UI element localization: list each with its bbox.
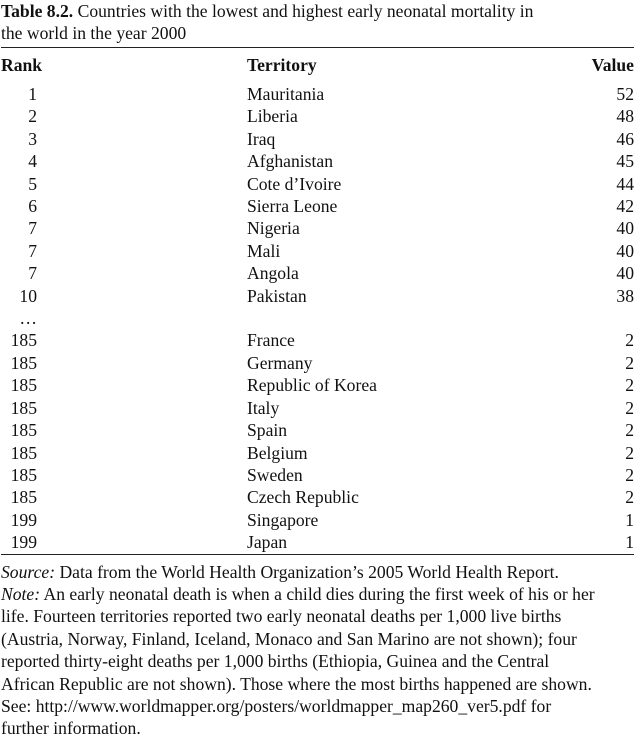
territory-cell: France: [247, 330, 295, 351]
rank-cell: [1, 509, 247, 531]
territory-cell: Sweden: [247, 464, 303, 485]
table-row: [1, 195, 634, 217]
rank-cell: [1, 397, 247, 419]
rank-text: 185: [10, 352, 37, 373]
rank-cell: [1, 150, 247, 172]
rank-text: 185: [10, 487, 37, 508]
value-cell: 2: [625, 375, 634, 396]
rank-text: 185: [10, 464, 37, 485]
note-line-3: (Austria, Norway, Finland, Iceland, Monaco and San Marino are not shown); four: [1, 628, 577, 649]
value-cell: 40: [616, 263, 634, 284]
value-cell: 2: [625, 397, 634, 418]
rank-cell: [1, 464, 247, 486]
source-text: Data from the World Health Organization’s 2005 World Health Report.: [55, 561, 559, 582]
note-label: Note:: [1, 583, 41, 604]
table-caption: [1, 0, 634, 44]
header-row: [1, 48, 634, 83]
value-cell: 2: [625, 464, 634, 485]
table-row: [1, 105, 634, 127]
rank-text: 2: [28, 106, 37, 127]
rank-cell: [1, 329, 247, 351]
rank-cell: [1, 217, 247, 239]
table-row: [1, 352, 634, 374]
value-cell: 52: [616, 84, 634, 104]
table-row: [1, 329, 634, 351]
table-row: [1, 150, 634, 172]
value-cell: 2: [625, 442, 634, 463]
territory-cell: Sierra Leone: [247, 196, 338, 217]
caption-line-1: Countries with the lowest and highest early neonatal mortality in: [73, 1, 534, 21]
territory-header: Territory: [247, 55, 317, 75]
value-cell: 2: [625, 352, 634, 373]
table-row: [1, 285, 634, 307]
rank-text: 5: [28, 173, 37, 194]
territory-cell: Cote d’Ivoire: [247, 173, 342, 194]
territory-cell: Italy: [247, 397, 280, 418]
table-row: [1, 217, 634, 239]
table-row: [1, 486, 634, 508]
rank-text: 199: [10, 532, 37, 553]
rank-cell: [1, 486, 247, 508]
territory-cell: Iraq: [247, 128, 276, 149]
note-text: [1, 583, 634, 740]
value-cell: 2: [625, 487, 634, 508]
note-line-7: further information.: [1, 718, 141, 739]
table-row: [1, 531, 634, 553]
source-note: [1, 561, 634, 583]
rank-text: 185: [10, 330, 37, 351]
source-label: Source:: [1, 561, 56, 582]
rank-text: …: [19, 308, 37, 329]
value-cell: 42: [616, 196, 634, 217]
value-cell: 1: [625, 532, 634, 553]
rank-text: 1: [28, 84, 37, 104]
territory-cell: Belgium: [247, 442, 308, 463]
rank-text: 185: [10, 420, 37, 441]
rank-text: 7: [28, 218, 37, 239]
rank-cell: [1, 105, 247, 127]
table-row: [1, 442, 634, 464]
territory-cell: Mauritania: [247, 84, 325, 104]
territory-cell: Mali: [247, 240, 281, 261]
table-row: [1, 374, 634, 396]
rank-header: Rank: [1, 55, 43, 75]
territory-cell: Czech Republic: [247, 487, 359, 508]
territory-cell: Germany: [247, 352, 313, 373]
value-cell: [497, 307, 634, 329]
rank-text: 6: [28, 196, 37, 217]
table-row: [1, 128, 634, 150]
table-notes: [1, 555, 634, 740]
territory-cell: Republic of Korea: [247, 375, 377, 396]
table-row: [1, 419, 634, 441]
table-row: [1, 397, 634, 419]
value-cell: 2: [625, 330, 634, 351]
value-cell: 1: [625, 509, 634, 530]
caption-line-2: the world in the year 2000: [1, 23, 187, 43]
value-cell: 46: [616, 128, 634, 149]
rank-text: 199: [10, 509, 37, 530]
table-row: [1, 509, 634, 531]
rank-cell: [1, 442, 247, 464]
value-cell: 48: [616, 106, 634, 127]
value-cell: 40: [616, 240, 634, 261]
table-row: [1, 173, 634, 195]
territory-cell: Singapore: [247, 509, 319, 530]
territory-cell: Liberia: [247, 106, 298, 127]
value-cell: 38: [616, 285, 634, 306]
rank-cell: [1, 307, 247, 329]
value-cell: 45: [616, 151, 634, 172]
table-header: [1, 48, 634, 83]
rank-text: 4: [28, 151, 37, 172]
rank-text: 10: [19, 285, 37, 306]
rank-text: 7: [28, 263, 37, 284]
table-row: [1, 83, 634, 105]
caption-label: Table 8.2.: [1, 1, 74, 21]
table-body: [1, 83, 634, 554]
rank-cell: [1, 262, 247, 284]
note-line-4: reported thirty-eight deaths per 1,000 births (Ethiopia, Guinea and the Central: [1, 651, 550, 672]
rank-cell: [1, 173, 247, 195]
rank-cell: [1, 352, 247, 374]
value-cell: 44: [616, 173, 634, 194]
rank-cell: [1, 128, 247, 150]
table-row: [1, 464, 634, 486]
table-row: [1, 307, 634, 329]
rank-text: 185: [10, 397, 37, 418]
rank-cell: [1, 83, 247, 105]
note-line-1: An early neonatal death is when a child dies during the first week of his or her: [40, 583, 595, 604]
note-line-2: life. Fourteen territories reported two early neonatal deaths per 1,000 live births: [1, 606, 562, 627]
rank-cell: [1, 374, 247, 396]
territory-cell: Angola: [247, 263, 299, 284]
territory-cell: Afghanistan: [247, 151, 333, 172]
rank-cell: [1, 240, 247, 262]
rank-cell: [1, 531, 247, 553]
territory-cell: [247, 307, 497, 329]
territory-cell: Spain: [247, 420, 288, 441]
territory-cell: Nigeria: [247, 218, 300, 239]
rank-cell: [1, 195, 247, 217]
rank-text: 3: [28, 128, 37, 149]
table-row: [1, 262, 634, 284]
value-cell: 2: [625, 420, 634, 441]
rank-cell: [1, 285, 247, 307]
value-cell: 40: [616, 218, 634, 239]
value-header: Value: [591, 55, 634, 75]
territory-cell: Pakistan: [247, 285, 307, 306]
rank-text: 7: [28, 240, 37, 261]
rank-text: 185: [10, 442, 37, 463]
territory-cell: Japan: [247, 532, 288, 553]
note-line-5: African Republic are not shown). Those where the most births happened are shown.: [1, 673, 592, 694]
rank-cell: [1, 419, 247, 441]
note-line-6: See: http://www.worldmapper.org/posters/worldmapper_map260_ver5.pdf for: [1, 695, 552, 716]
mortality-table: [1, 48, 634, 554]
rank-text: 185: [10, 375, 37, 396]
table-row: [1, 240, 634, 262]
